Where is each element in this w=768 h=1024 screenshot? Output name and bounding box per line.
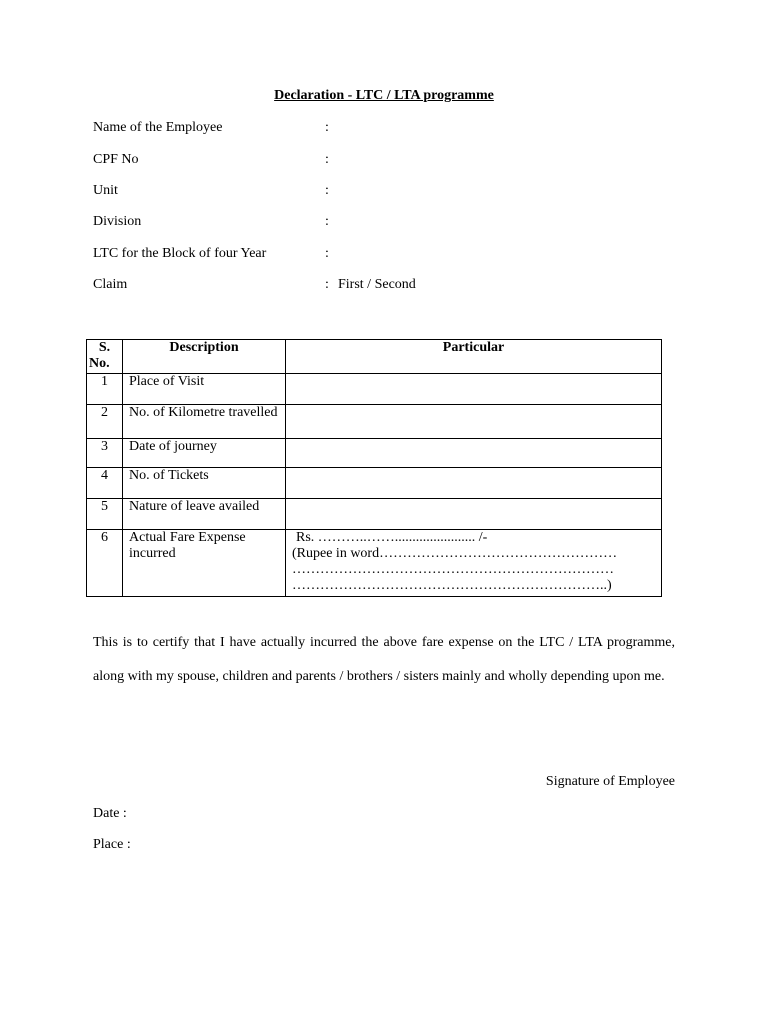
row-sno: 5 — [87, 499, 123, 530]
table-row — [87, 439, 662, 468]
field-colon: : — [325, 183, 329, 198]
field-colon: : — [325, 120, 329, 135]
row-particular-fare — [286, 530, 662, 597]
row-description: No. of Kilometre travelled — [123, 405, 286, 439]
field-label: Division — [93, 214, 142, 229]
table-row — [87, 530, 662, 597]
certification-text: This is to certify that I have actually incurred the above fare expense on the LTC / LTA programme, along with my spouse, children and parents / brothers / sisters mainly and wholly depending upon me. — [93, 635, 675, 684]
fare-amount-line: Rs. ………..……....................... /- — [296, 530, 488, 545]
row-sno: 1 — [87, 374, 123, 405]
header-sno-line1: S. — [98, 340, 111, 355]
place-field: Place : — [93, 837, 131, 852]
header-particular: Particular — [286, 340, 662, 374]
table-row — [87, 468, 662, 499]
fare-rupee-words-line: (Rupee in word…………………………………………… — [292, 546, 618, 561]
date-field: Date : — [93, 806, 127, 821]
row-description: Nature of leave availed — [123, 499, 286, 530]
table-header-row — [87, 340, 662, 374]
table-row — [87, 374, 662, 405]
row-particular — [286, 499, 662, 530]
row-description: Place of Visit — [123, 374, 286, 405]
fare-dots-line: …………………………………………………………… — [292, 562, 614, 577]
row-sno: 3 — [87, 439, 123, 468]
signature-label: Signature of Employee — [545, 774, 675, 789]
row-description: Actual Fare Expense incurred — [123, 530, 286, 597]
field-label: Name of the Employee — [93, 120, 223, 135]
header-sno-line2: No. — [89, 356, 110, 371]
row-sno: 2 — [87, 405, 123, 439]
field-colon: : — [325, 277, 329, 292]
field-colon: : — [325, 152, 329, 167]
header-description: Description — [123, 340, 286, 374]
field-label: Unit — [93, 183, 118, 198]
field-label: LTC for the Block of four Year — [93, 246, 267, 261]
document-title: Declaration - LTC / LTA programme — [274, 88, 494, 103]
row-particular — [286, 374, 662, 405]
row-description: No. of Tickets — [123, 468, 286, 499]
field-label: Claim — [93, 277, 128, 292]
header-sno — [87, 340, 123, 374]
table-row — [87, 405, 662, 439]
row-sno: 4 — [87, 468, 123, 499]
fare-dots-close-line: …………………………………………………………..) — [292, 578, 612, 593]
row-particular — [286, 405, 662, 439]
row-particular — [286, 439, 662, 468]
field-colon: : — [325, 214, 329, 229]
row-description: Date of journey — [123, 439, 286, 468]
row-particular — [286, 468, 662, 499]
field-value: First / Second — [338, 277, 416, 292]
table-row — [87, 499, 662, 530]
field-label: CPF No — [93, 152, 139, 167]
row-sno: 6 — [87, 530, 123, 597]
field-colon: : — [325, 246, 329, 261]
particulars-table — [86, 339, 662, 597]
